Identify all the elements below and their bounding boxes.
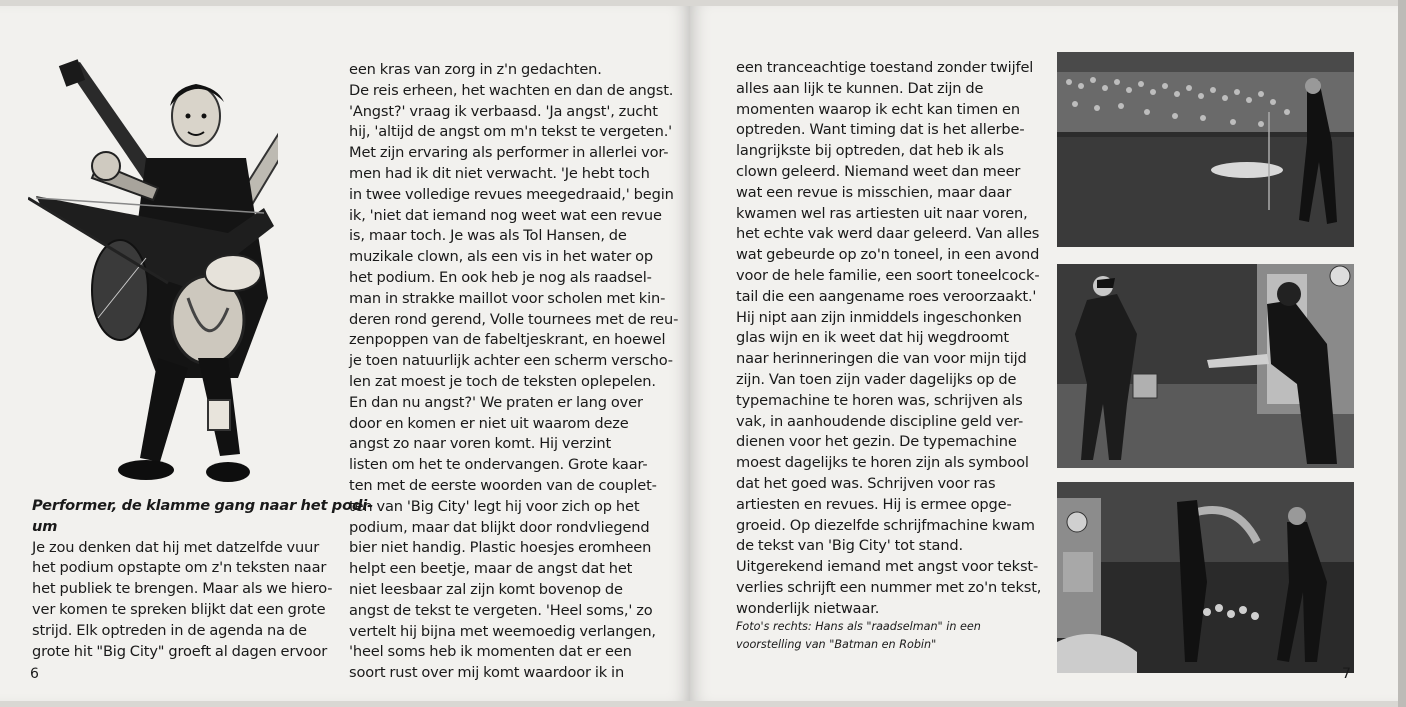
spray-scene-photo: [1057, 482, 1354, 673]
text-line: ten met de eerste woorden van de couplet-: [349, 476, 657, 494]
photo-credit: [736, 618, 981, 654]
left-text-column: [349, 60, 679, 684]
text-line: 'Angst?' vraag ik verbaasd. 'Ja angst', zucht: [349, 102, 658, 120]
text-line: wat een revue is misschien, maar daar: [736, 183, 1012, 201]
text-line: dienen voor het gezin. De typemachine: [736, 433, 1017, 451]
page-number-right: 7: [1342, 666, 1351, 682]
text-line: groeid. Op diezelfde schrijfmachine kwam: [736, 516, 1035, 534]
text-line: typemachine te horen was, schrijven als: [736, 391, 1023, 409]
caption-body-line: het publiek te brengen. Maar als we hiero-: [32, 580, 333, 598]
text-line: Uitgerekend iemand met angst voor tekst-: [736, 558, 1039, 576]
text-line: wonderlijk nietwaar.: [736, 599, 880, 617]
text-line: ten van 'Big City' legt hij voor zich op het: [349, 497, 640, 515]
stage-audience-photo: [1057, 52, 1354, 247]
caption-title-line: Performer, de klamme gang naar het podi-: [32, 497, 374, 514]
right-page: [690, 6, 1398, 701]
text-line: Hij nipt aan zijn inmiddels ingeschonken: [736, 308, 1022, 326]
text-line: langrijkste bij optreden, dat heb ik als: [736, 142, 1004, 160]
caption-title-line: um: [32, 517, 58, 535]
text-line: je toen natuurlijk achter een scherm verscho-: [349, 352, 673, 370]
text-line: angst zo naar voren komt. Hij verzint: [349, 435, 612, 453]
text-line: alles aan lijk te kunnen. Dat zijn de: [736, 79, 984, 97]
text-line: is, maar toch. Je was als Tol Hansen, de: [349, 227, 627, 245]
right-text-column: [736, 58, 1046, 620]
left-page: [0, 6, 690, 701]
caption-body-line: Je zou denken dat hij met datzelfde vuur: [32, 538, 320, 556]
text-line: helpt een beetje, maar de angst dat het: [349, 560, 633, 578]
text-line: deren rond gerend, Volle tournees met de reu-: [349, 310, 679, 328]
caption-body-line: strijd. Elk optreden in de agenda na de: [32, 621, 307, 639]
text-line: dat het goed was. Schrijven voor ras: [736, 474, 996, 492]
text-line: De reis erheen, het wachten en dan de angst.: [349, 81, 674, 99]
text-line: bier niet handig. Plastic hoesjes eromheen: [349, 539, 652, 557]
text-line: wat gebeurde op zo'n toneel, in een avond: [736, 246, 1040, 264]
caption-block: [32, 496, 374, 662]
caption-body-line: grote hit "Big City" groeft al dagen ervoor: [32, 642, 328, 660]
text-line: hij, 'altijd de angst om m'n tekst te vergeten.': [349, 123, 673, 141]
text-line: En dan nu angst?' We praten er lang over: [349, 393, 643, 411]
text-line: angst de tekst te vergeten. 'Heel soms,' zo: [349, 601, 653, 619]
text-line: door en komen er niet uit waarom deze: [349, 414, 629, 432]
page-number-left: 6: [30, 666, 39, 682]
text-line: zenpoppen van de fabeltjeskrant, en hoewel: [349, 331, 666, 349]
text-line: momenten waarop ik echt kan timen en: [736, 100, 1020, 118]
text-line: moest dagelijks te horen zijn als symbool: [736, 454, 1029, 472]
text-line: muzikale clown, als een vis in het water op: [349, 248, 653, 266]
text-line: vak, in aanhoudende discipline geld ver-: [736, 412, 1024, 430]
text-line: naar herinneringen die van voor mijn tijd: [736, 350, 1027, 368]
text-line: optreden. Want timing dat is het allerbe-: [736, 121, 1025, 139]
text-line: Met zijn ervaring als performer in allerlei vor-: [349, 144, 669, 162]
book-edge: [1398, 0, 1406, 707]
text-line: podium, maar dat blijkt door rondvliegend: [349, 518, 650, 536]
photo-credit-line: Foto's rechts: Hans als "raadselman" in een: [736, 620, 981, 633]
caption-body-line: ver komen te spreken blijkt dat een grote: [32, 600, 326, 618]
text-line: verlies schrijft een nummer met zo'n tekst,: [736, 578, 1042, 596]
text-line: de tekst van 'Big City' tot stand.: [736, 537, 964, 555]
text-line: tail die een aangename roes veroorzaakt.': [736, 287, 1037, 305]
text-line: het podium. En ook heb je nog als raadsel-: [349, 268, 652, 286]
text-line: clown geleerd. Niemand weet dan meer: [736, 162, 1021, 180]
text-line: een kras van zorg in z'n gedachten.: [349, 61, 602, 78]
text-line: glas wijn en ik weet dat hij wegdroomt: [736, 329, 1009, 347]
text-line: een tranceachtige toestand zonder twijfel: [736, 59, 1034, 76]
text-line: listen om het te ondervangen. Grote kaar-: [349, 456, 648, 474]
text-line: 'heel soms heb ik momenten dat er een: [349, 643, 632, 661]
costumed-performers-photo: [1057, 264, 1354, 468]
text-line: niet leesbaar zal zijn komt bovenop de: [349, 580, 623, 598]
text-line: zijn. Van toen zijn vader dagelijks op de: [736, 370, 1017, 388]
text-line: artiesten en revues. Hij is ermee opge-: [736, 495, 1012, 513]
photo-credit-line: voorstelling van "Batman en Robin": [736, 638, 937, 651]
performer-with-instruments-photo: [28, 58, 278, 490]
text-line: len zat moest je toch de teksten oplepelen.: [349, 372, 656, 390]
text-line: voor de hele familie, een soort toneelcock-: [736, 266, 1040, 284]
text-line: ik, 'niet dat iemand nog weet wat een revue: [349, 206, 662, 224]
text-line: kwamen wel ras artiesten uit naar voren,: [736, 204, 1028, 222]
text-line: het echte vak werd daar geleerd. Van alles: [736, 225, 1040, 243]
text-line: man in strakke maillot voor scholen met kin-: [349, 289, 666, 307]
text-line: in twee volledige revues meegedraaid,' begin: [349, 185, 674, 203]
text-line: soort rust over mij komt waardoor ik in: [349, 664, 625, 682]
text-line: men had ik dit niet verwacht. 'Je hebt toch: [349, 164, 650, 182]
text-line: vertelt hij bijna met weemoedig verlangen,: [349, 622, 656, 640]
caption-body-line: het podium opstapte om z'n teksten naar: [32, 559, 327, 577]
